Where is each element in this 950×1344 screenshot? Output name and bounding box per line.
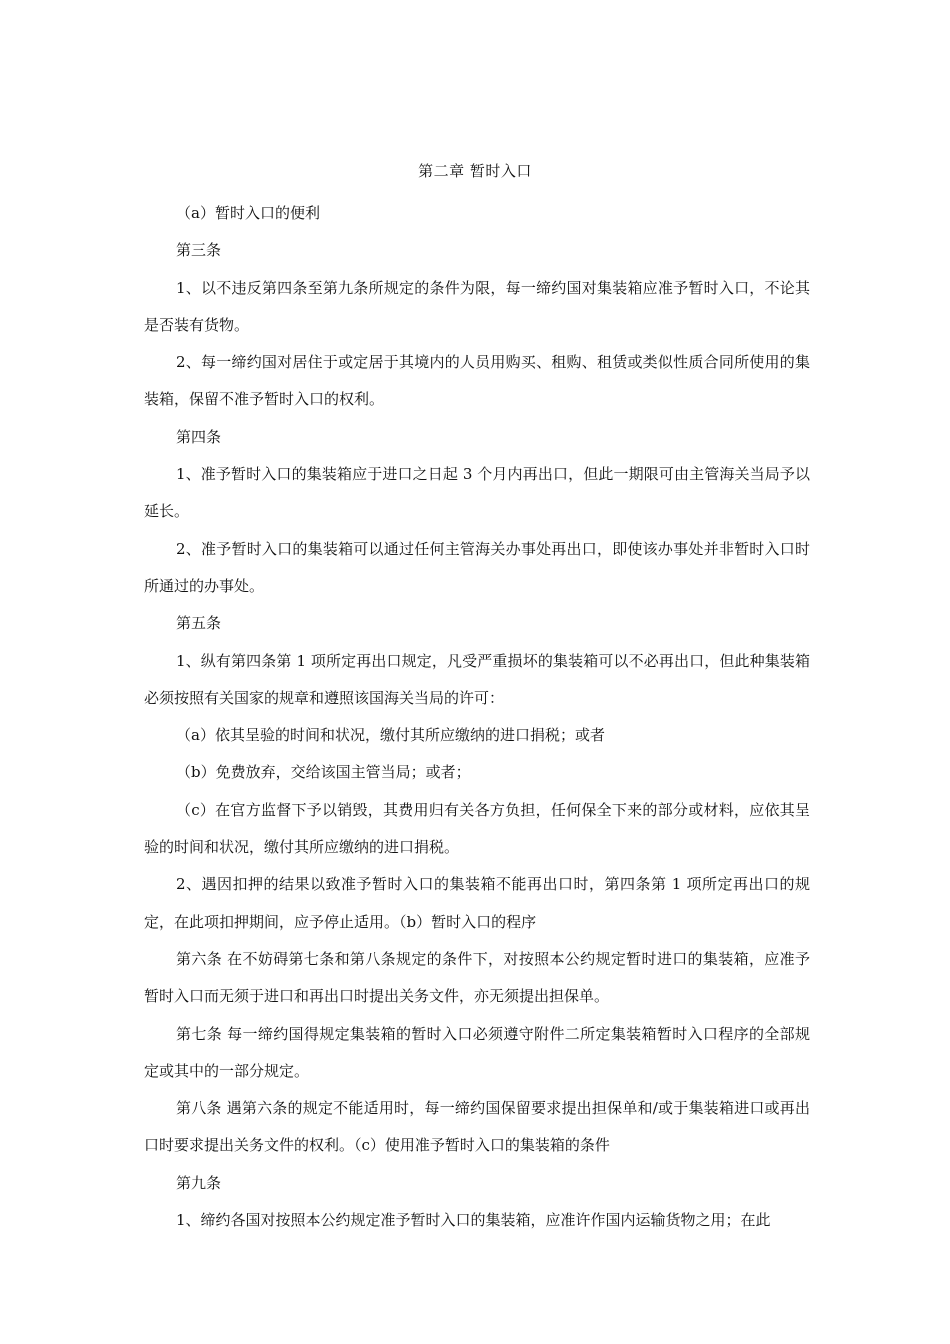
document-body [144, 195, 810, 1239]
article-4-item-2: 2、准予暂时入口的集装箱可以通过任何主管海关办事处再出口，即使该办事处并非暂时入口时所通过的办事处。 [144, 539, 810, 595]
article-7: 第七条 每一缔约国得规定集装箱的暂时入口必须遵守附件二所定集装箱暂时入口程序的全部规定或其中的一部分规定。 [144, 1024, 810, 1080]
article-9-heading: 第九条 [176, 1173, 222, 1192]
article-3-item-1: 1、以不违反第四条至第九条所规定的条件为限，每一缔约国对集装箱应准予暂时入口，不论其是否装有货物。 [144, 278, 810, 334]
article-5-sub-a: （a）依其呈验的时间和状况，缴付其所应缴纳的进口捐税；或者 [176, 726, 605, 745]
article-5-heading: 第五条 [176, 614, 222, 633]
article-5-item-2: 2、遇因扣押的结果以致准予暂时入口的集装箱不能再出口时，第四条第 1 项所定再出口的规定，在此项扣押期间，应予停止适用。（b）暂时入口的程序 [144, 875, 810, 931]
article-3-item-2: 2、每一缔约国对居住于或定居于其境内的人员用购买、租购、租赁或类似性质合同所使用的集装箱，保留不准予暂时入口的权利。 [144, 353, 810, 409]
article-6: 第六条 在不妨碍第七条和第八条规定的条件下，对按照本公约规定暂时进口的集装箱，应准予暂时入口而无须于进口和再出口时提出关务文件，亦无须提出担保单。 [144, 949, 810, 1006]
article-5-sub-b: （b）免费放弃，交给该国主管当局；或者； [176, 763, 471, 782]
article-8: 第八条 遇第六条的规定不能适用时，每一缔约国保留要求提出担保单和/或于集装箱进口或再出口时要求提出关务文件的权利。（c）使用准予暂时入口的集装箱的条件 [144, 1099, 810, 1155]
article-5-item-1: 1、纵有第四条第 1 项所定再出口规定，凡受严重损坏的集装箱可以不必再出口，但此种集装箱必须按照有关国家的规章和遵照该国海关当局的许可： [144, 651, 810, 707]
article-5-sub-c: （c）在官方监督下予以销毁，其费用归有关各方负担，任何保全下来的部分或材料，应依其呈验的时间和状况，缴付其所应缴纳的进口捐税。 [144, 800, 810, 857]
chapter-title: 第二章 暂时入口 [418, 162, 532, 180]
paragraph-section-a-heading: （a）暂时入口的便利 [176, 204, 320, 222]
article-4-heading: 第四条 [176, 427, 222, 446]
article-3-heading: 第三条 [176, 241, 222, 260]
article-9-item-1: 1、缔约各国对按照本公约规定准予暂时入口的集装箱，应准许作国内运输货物之用；在此 [176, 1211, 771, 1230]
article-4-item-1: 1、准予暂时入口的集装箱应于进口之日起 3 个月内再出口，但此一期限可由主管海关当局予以延长。 [144, 465, 810, 521]
